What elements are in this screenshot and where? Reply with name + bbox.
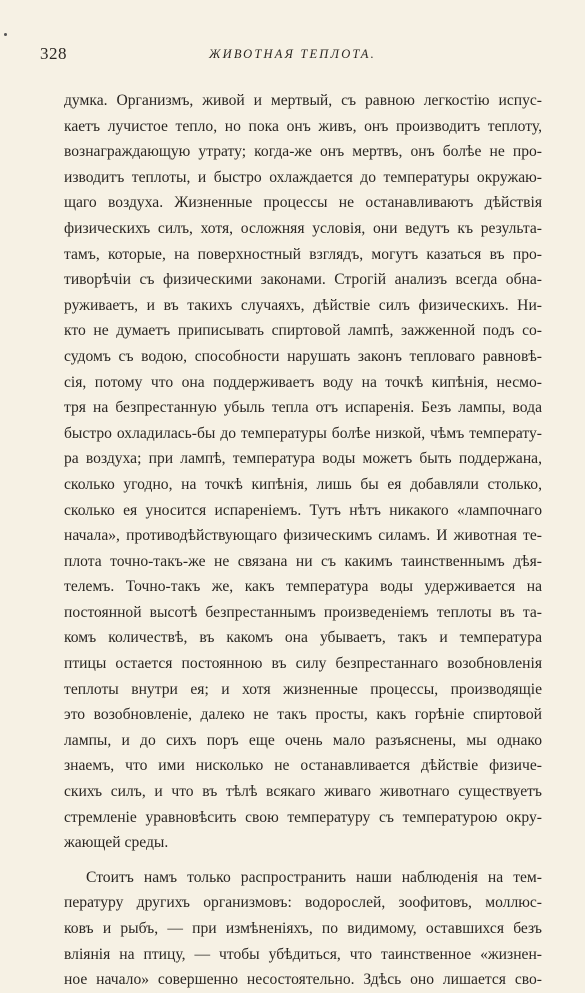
text-line: ное начало» совершенно несостоятельно. Здѣсь оно лишается сво- xyxy=(64,971,542,989)
text-line: пературу другихъ организмовъ: водорослей, зоофитовъ, моллюс- xyxy=(64,894,542,912)
text-line: скихъ силъ, и что въ тѣлѣ всякаго живаго животнаго существуетъ xyxy=(64,783,542,801)
body-text xyxy=(64,88,542,993)
text-line: вліянія на птицу, — чтобы убѣдиться, что таинственное «жизнен- xyxy=(64,945,542,963)
text-line: кто не думаетъ приписывать спиртовой лампѣ, зажженной подъ со- xyxy=(64,322,542,340)
text-line: теплоты внутри ея; и хотя жизненные процессы, производящіе xyxy=(64,680,542,698)
text-line: тамъ, которые, на поверхностный взглядъ, могутъ казаться въ про- xyxy=(64,245,542,263)
text-line: начала», противодѣйствующаго физическимъ силамъ. И животная те- xyxy=(64,527,542,545)
running-head: ЖИВОТНАЯ ТЕПЛОТА. xyxy=(209,47,376,61)
text-line: тиворѣчіи съ физическими законами. Строгій анализъ всегда обна- xyxy=(64,271,542,289)
text-line: это возобновленіе, далеко не такъ просты, какъ горѣніе спиртовой xyxy=(64,706,542,724)
text-line: быстро охладилась-бы до температуры болѣе низкой, чѣмъ температу- xyxy=(64,424,542,442)
paragraph xyxy=(64,88,542,856)
text-line: каетъ лучистое тепло, но пока онъ живъ, онъ производитъ теплоту, xyxy=(64,117,542,135)
text-line: щаго воздуха. Жизненные процессы не останавливаютъ дѣйствія xyxy=(64,194,542,212)
text-line: жающей среды. xyxy=(64,834,169,852)
text-line: сколько угодно, на точкѣ кипѣнія, лишь бы ея добавляли столько, xyxy=(64,475,542,493)
text-line: вознаграждающую утрату; когда-же онъ мертвъ, онъ болѣе не про- xyxy=(64,143,542,161)
text-line: ра воздуха; при лампѣ, температура воды можетъ быть поддержана, xyxy=(64,450,542,468)
text-line: Стоитъ намъ только распространить наши наблюденія на тем- xyxy=(86,868,542,886)
text-line: изводитъ теплоты, и быстро охлаждается до температуры окружаю- xyxy=(64,168,542,186)
text-line: сія, потому что она поддерживаетъ воду на точкѣ кипѣнія, несмо- xyxy=(64,373,542,391)
scan-speck xyxy=(4,33,7,36)
text-line: думка. Организмъ, живой и мертвый, съ равною легкостію испус- xyxy=(64,92,542,109)
text-line: тря на безпрестанную убыль тепла отъ испаренія. Безъ лампы, вода xyxy=(64,399,542,417)
page-header xyxy=(40,44,545,72)
text-line: сколько ея уносится испареніемъ. Тутъ нѣтъ никакого «лампочнаго xyxy=(64,501,542,519)
text-line: плота точно-такъ-же не связана ни съ какимъ таинственнымъ дѣя- xyxy=(64,552,542,570)
paragraph-gap xyxy=(64,856,542,865)
text-line: стремленіе уравновѣсить свою температуру съ температурою окру- xyxy=(64,808,542,826)
text-line: судомъ съ водою, способности нарушать законъ тепловаго равновѣ- xyxy=(64,347,542,365)
text-line: ковъ и рыбъ, — при измѣненіяхъ, по видимому, оставшихся безъ xyxy=(64,920,542,937)
text-line: лампы, и до сихъ поръ еще очень мало разъяснены, мы однако xyxy=(64,731,542,749)
page-number: 328 xyxy=(40,44,67,63)
text-line: комъ количествѣ, въ какомъ она убываетъ, такъ и температура xyxy=(64,629,542,647)
text-line: телемъ. Точно-такъ же, какъ температура воды удерживается на xyxy=(64,578,542,596)
text-line: физическихъ силъ, хотя, осложняя условія, они ведутъ къ результа- xyxy=(64,219,542,237)
text-line: постоянной высотѣ безпрестаннымъ произведеніемъ теплоты въ та- xyxy=(64,603,542,621)
text-line: руживаетъ, и въ такихъ случаяхъ, дѣйствіе силъ физическихъ. Ни- xyxy=(64,296,542,314)
text-line: птицы остается постоянною въ силу безпрестаннаго возобновленія xyxy=(64,655,542,673)
text-line: знаемъ, что ими нисколько не останавливается дѣйствіе физиче- xyxy=(64,757,542,775)
paragraph xyxy=(64,865,542,993)
